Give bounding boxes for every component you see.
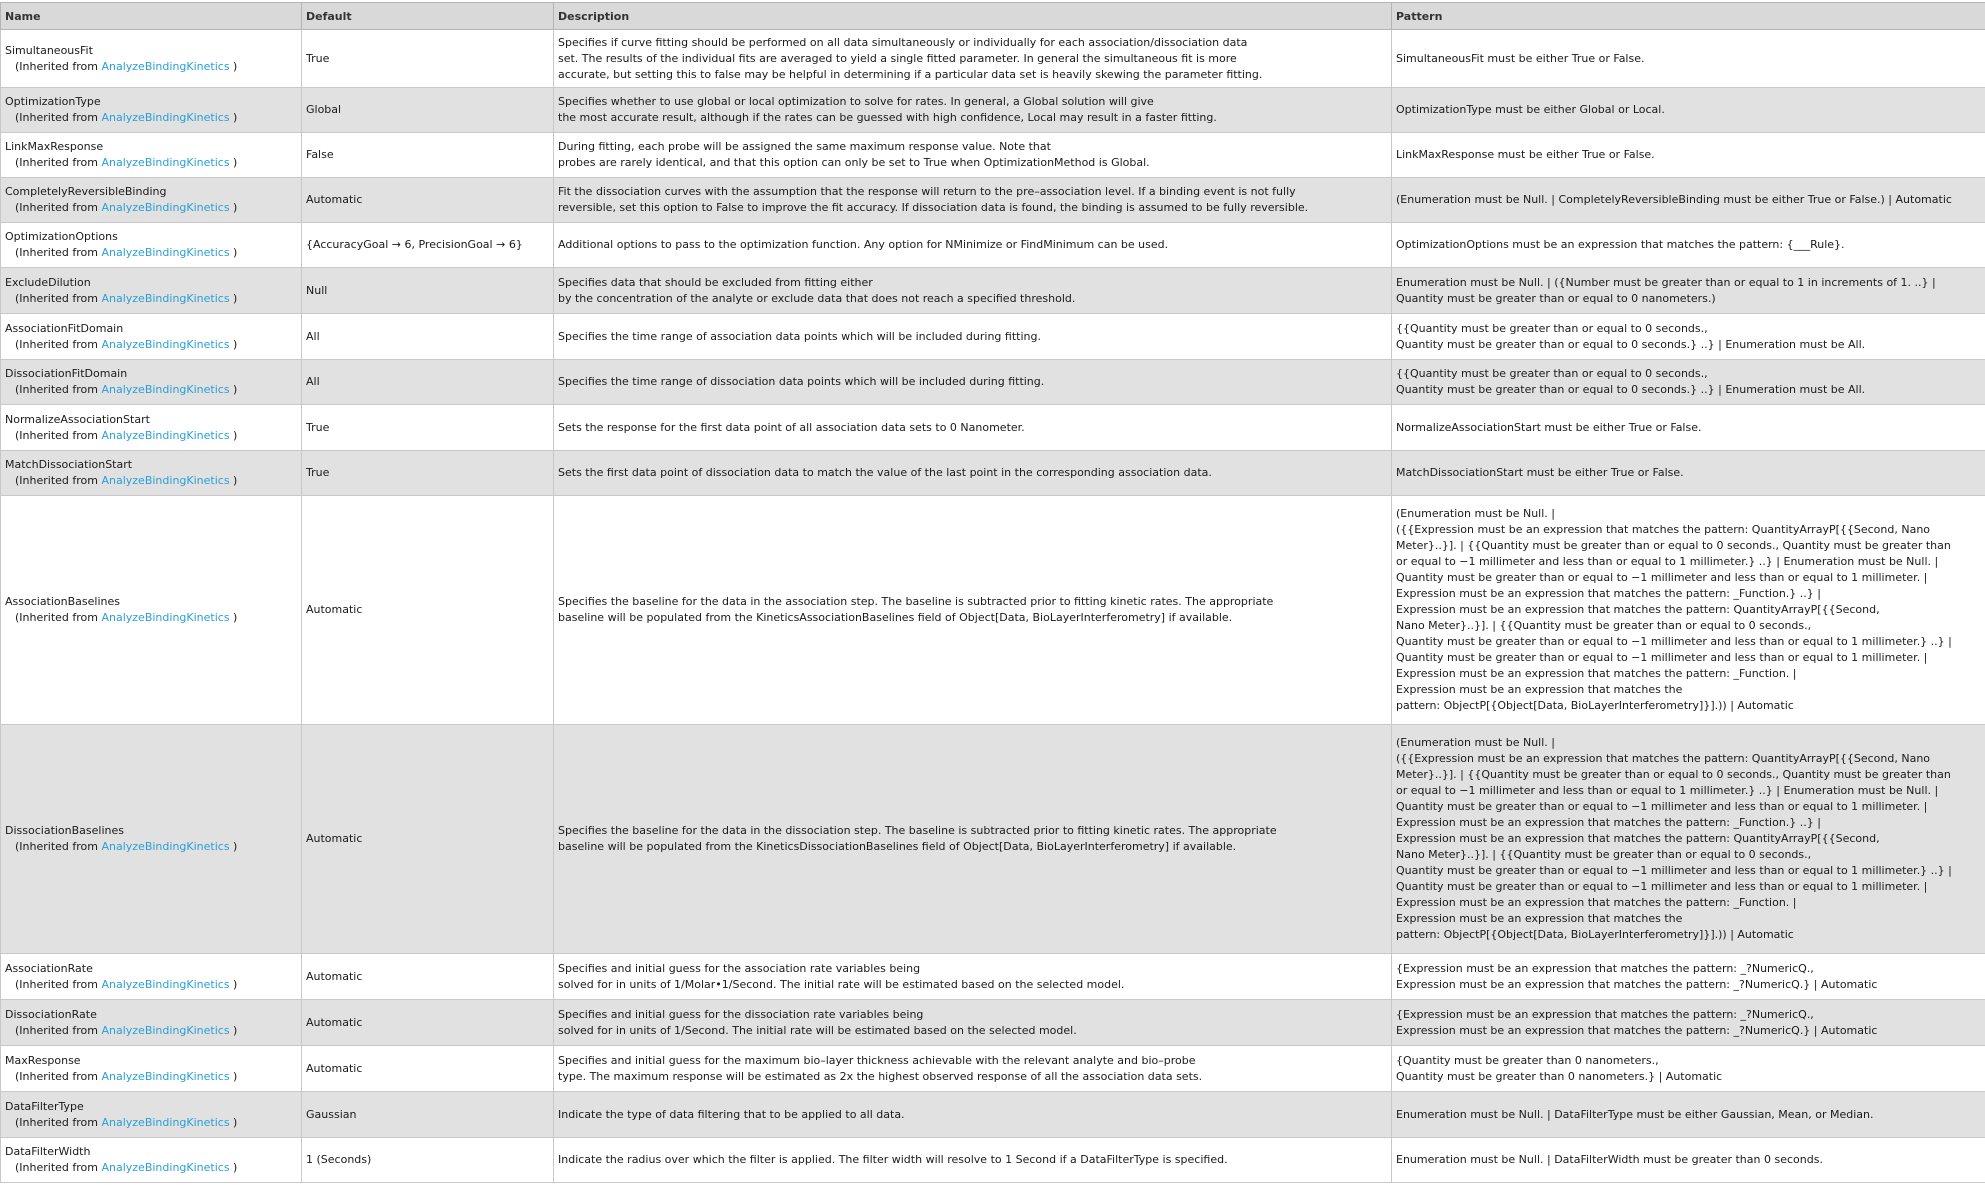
option-name: DataFilterType xyxy=(5,1099,84,1113)
inherited-prefix: (Inherited from xyxy=(15,428,102,442)
option-name: MatchDissociationStart xyxy=(5,458,133,471)
option-name: DissociationBaselines xyxy=(5,824,125,837)
option-name: DissociationFitDomain xyxy=(5,367,128,380)
option-name: AssociationFitDomain xyxy=(5,321,124,335)
analyze-binding-kinetics-link[interactable]: AnalyzeBindingKinetics xyxy=(101,246,230,259)
option-description: Additional options to pass to the optimization function. Any option for NMinimize or FindMinimum can be used. xyxy=(554,223,1392,268)
option-name-cell xyxy=(1,405,302,451)
option-name-cell xyxy=(1,133,302,178)
option-name-cell xyxy=(1,1138,302,1183)
option-default: Automatic xyxy=(302,1000,554,1046)
inherited-note xyxy=(5,1160,297,1176)
option-name-cell xyxy=(1,451,302,496)
inherited-prefix: (Inherited from xyxy=(15,337,102,351)
inherited-suffix: ) xyxy=(229,156,238,169)
option-default: Automatic xyxy=(302,496,554,725)
analyze-binding-kinetics-link[interactable]: AnalyzeBindingKinetics xyxy=(101,611,230,624)
table-row xyxy=(1,1000,1985,1046)
option-name: NormalizeAssociationStart xyxy=(5,412,150,426)
option-pattern: OptimizationType must be either Global or Local. xyxy=(1392,88,1985,133)
table-row xyxy=(1,178,1985,223)
column-header-pattern: Pattern xyxy=(1392,3,1985,30)
inherited-suffix: ) xyxy=(229,1023,238,1037)
option-description: Specifies if curve fitting should be performed on all data simultaneously or individually for each association/dissociation data set. The results of the individual fits are averaged to yield a single fitted parameter. In general the simultaneous fit is more accurate, but setting this to false may be helpful in determining if a particular data set is heavily skewing the parameter fitting. xyxy=(554,30,1392,88)
option-default: Global xyxy=(302,88,554,133)
option-description: Sets the first data point of dissociation data to match the value of the last point in the corresponding association data. xyxy=(554,451,1392,496)
option-name-cell xyxy=(1,223,302,268)
option-default: True xyxy=(302,451,554,496)
inherited-note xyxy=(5,839,297,855)
option-name: AssociationBaselines xyxy=(5,595,121,608)
inherited-prefix: (Inherited from xyxy=(15,1161,102,1174)
option-default: All xyxy=(302,360,554,405)
inherited-suffix: ) xyxy=(229,1115,238,1129)
option-description: Sets the response for the first data point of all association data sets to 0 Nanometer. xyxy=(554,405,1392,451)
option-pattern: (Enumeration must be Null. | ({{Expression must be an expression that matches the pattern: QuantityArrayP[{{Second, Nano Meter}..}]. | {{Quantity must be greater than or equal to 0 seconds., Quantity must be greater than or equal to −1 millimeter and less than or equal to 1 millimeter.} ..} | Enumeration must be Null. | Quantity must be greater than or equal to −1 millimeter and less than or equal to 1 millimeter. | Expression must be an expression that matches the pattern: _Function.} ..} | Expression must be an expression that matches the pattern: QuantityArrayP[{{Second, Nano Meter}..}]. | {{Quantity must be greater than or equal to 0 seconds., Quantity must be greater than or equal to −1 millimeter and less than or equal to 1 millimeter.} ..} | Quantity must be greater than or equal to −1 millimeter and less than or equal to 1 millimeter. | Expression must be an expression that matches the pattern: _Function. | Expression must be an expression that matches the pattern: ObjectP[{Object[Data, BioLayerInterferometry]}].)) | Automatic xyxy=(1392,725,1985,954)
option-name-cell xyxy=(1,1092,302,1138)
inherited-suffix: ) xyxy=(229,977,238,991)
inherited-prefix: (Inherited from xyxy=(15,977,102,991)
option-default: True xyxy=(302,30,554,88)
option-default: Automatic xyxy=(302,725,554,954)
option-default: True xyxy=(302,405,554,451)
option-description: Specifies the baseline for the data in the association step. The baseline is subtracted prior to fitting kinetic rates. The appropriate baseline will be populated from the KineticsAssociationBaselines field of Object[Data, BioLayerInterferometry] if available. xyxy=(554,496,1392,725)
table-row xyxy=(1,88,1985,133)
inherited-suffix: ) xyxy=(229,1069,238,1083)
option-pattern: SimultaneousFit must be either True or False. xyxy=(1392,30,1985,88)
option-pattern: {{Quantity must be greater than or equal to 0 seconds., Quantity must be greater than or equal to 0 seconds.} ..} | Enumeration must be All. xyxy=(1392,360,1985,405)
options-table xyxy=(0,2,1985,1183)
option-name-cell xyxy=(1,954,302,1000)
option-default: Automatic xyxy=(302,178,554,223)
inherited-note xyxy=(5,110,297,126)
option-pattern: {Quantity must be greater than 0 nanometers., Quantity must be greater than 0 nanometers.} | Automatic xyxy=(1392,1046,1985,1092)
inherited-prefix: (Inherited from xyxy=(15,156,102,169)
option-name-cell xyxy=(1,360,302,405)
analyze-binding-kinetics-link[interactable]: AnalyzeBindingKinetics xyxy=(101,428,230,442)
inherited-prefix: (Inherited from xyxy=(15,111,102,124)
inherited-note xyxy=(5,1023,297,1039)
option-default: Automatic xyxy=(302,954,554,1000)
option-default: False xyxy=(302,133,554,178)
inherited-note xyxy=(5,382,297,398)
inherited-note xyxy=(5,200,297,216)
option-name: LinkMaxResponse xyxy=(5,140,104,153)
inherited-prefix: (Inherited from xyxy=(15,201,102,214)
inherited-prefix: (Inherited from xyxy=(15,1115,102,1129)
inherited-note xyxy=(5,428,297,444)
option-name: DataFilterWidth xyxy=(5,1145,91,1158)
option-description: During fitting, each probe will be assigned the same maximum response value. Note that probes are rarely identical, and that this option can only be set to True when OptimizationMethod is Global. xyxy=(554,133,1392,178)
option-description: Indicate the type of data filtering that to be applied to all data. xyxy=(554,1092,1392,1138)
option-description: Fit the dissociation curves with the assumption that the response will return to the pre–association level. If a binding event is not fully reversible, set this option to False to improve the fit accuracy. If dissociation data is found, the binding is assumed to be fully reversible. xyxy=(554,178,1392,223)
option-name: SimultaneousFit xyxy=(5,43,93,57)
option-default: Automatic xyxy=(302,1046,554,1092)
inherited-note xyxy=(5,977,297,993)
option-name-cell xyxy=(1,314,302,360)
option-name-cell xyxy=(1,30,302,88)
option-name: MaxResponse xyxy=(5,1053,81,1067)
inherited-note xyxy=(5,1115,297,1131)
option-name: OptimizationOptions xyxy=(5,230,118,243)
option-name: OptimizationType xyxy=(5,95,101,108)
option-pattern: (Enumeration must be Null. | CompletelyReversibleBinding must be either True or False.) | Automatic xyxy=(1392,178,1985,223)
table-row xyxy=(1,360,1985,405)
inherited-prefix: (Inherited from xyxy=(15,1069,102,1083)
inherited-suffix: ) xyxy=(229,383,238,396)
option-default: Gaussian xyxy=(302,1092,554,1138)
column-header-description: Description xyxy=(554,3,1392,30)
inherited-suffix: ) xyxy=(229,474,238,487)
option-pattern: Enumeration must be Null. | DataFilterWidth must be greater than 0 seconds. xyxy=(1392,1138,1985,1183)
inherited-suffix: ) xyxy=(229,840,238,853)
inherited-suffix: ) xyxy=(229,59,238,73)
inherited-prefix: (Inherited from xyxy=(15,611,102,624)
analyze-binding-kinetics-link[interactable]: AnalyzeBindingKinetics xyxy=(101,383,230,396)
option-description: Indicate the radius over which the filter is applied. The filter width will resolve to 1 Second if a DataFilterType is specified. xyxy=(554,1138,1392,1183)
option-description: Specifies the time range of association data points which will be included during fitting. xyxy=(554,314,1392,360)
option-name-cell xyxy=(1,725,302,954)
inherited-note xyxy=(5,1069,297,1085)
option-pattern: NormalizeAssociationStart must be either True or False. xyxy=(1392,405,1985,451)
inherited-prefix: (Inherited from xyxy=(15,383,102,396)
inherited-note xyxy=(5,291,297,307)
option-description: Specifies the time range of dissociation data points which will be included during fitting. xyxy=(554,360,1392,405)
inherited-note xyxy=(5,155,297,171)
option-name: DissociationRate xyxy=(5,1007,97,1021)
inherited-note xyxy=(5,610,297,626)
table-row xyxy=(1,1046,1985,1092)
option-name: AssociationRate xyxy=(5,961,93,975)
analyze-binding-kinetics-link[interactable]: AnalyzeBindingKinetics xyxy=(101,1069,230,1083)
inherited-suffix: ) xyxy=(229,201,238,214)
inherited-suffix: ) xyxy=(229,111,238,124)
analyze-binding-kinetics-link[interactable]: AnalyzeBindingKinetics xyxy=(101,840,230,853)
table-body xyxy=(1,30,1985,1183)
option-description: Specifies the baseline for the data in the dissociation step. The baseline is subtracted prior to fitting kinetic rates. The appropriate baseline will be populated from the KineticsDissociationBaselines field of Object[Data, BioLayerInterferometry] if available. xyxy=(554,725,1392,954)
inherited-prefix: (Inherited from xyxy=(15,59,102,73)
inherited-note xyxy=(5,59,297,75)
column-header-default: Default xyxy=(302,3,554,30)
option-pattern: OptimizationOptions must be an expression that matches the pattern: {___Rule}. xyxy=(1392,223,1985,268)
table-row xyxy=(1,954,1985,1000)
analyze-binding-kinetics-link[interactable]: AnalyzeBindingKinetics xyxy=(101,201,230,214)
inherited-prefix: (Inherited from xyxy=(15,474,102,487)
analyze-binding-kinetics-link[interactable]: AnalyzeBindingKinetics xyxy=(101,1023,230,1037)
table-row xyxy=(1,223,1985,268)
inherited-suffix: ) xyxy=(229,337,238,351)
option-name-cell xyxy=(1,1000,302,1046)
inherited-note xyxy=(5,245,297,261)
inherited-prefix: (Inherited from xyxy=(15,840,102,853)
option-description: Specifies and initial guess for the association rate variables being solved for in units of 1/Molar•1/Second. The initial rate will be estimated based on the selected model. xyxy=(554,954,1392,1000)
option-name-cell xyxy=(1,178,302,223)
inherited-prefix: (Inherited from xyxy=(15,1023,102,1037)
table-row xyxy=(1,268,1985,314)
analyze-binding-kinetics-link[interactable]: AnalyzeBindingKinetics xyxy=(101,156,230,169)
option-name: CompletelyReversibleBinding xyxy=(5,185,167,198)
column-header-name: Name xyxy=(1,3,302,30)
analyze-binding-kinetics-link[interactable]: AnalyzeBindingKinetics xyxy=(101,1115,230,1129)
inherited-suffix: ) xyxy=(229,428,238,442)
table-row xyxy=(1,496,1985,725)
option-default: {AccuracyGoal → 6, PrecisionGoal → 6} xyxy=(302,223,554,268)
table-row xyxy=(1,1138,1985,1183)
table-row xyxy=(1,451,1985,496)
inherited-prefix: (Inherited from xyxy=(15,246,102,259)
analyze-binding-kinetics-link[interactable]: AnalyzeBindingKinetics xyxy=(101,977,230,991)
analyze-binding-kinetics-link[interactable]: AnalyzeBindingKinetics xyxy=(101,474,230,487)
option-name-cell xyxy=(1,88,302,133)
inherited-suffix: ) xyxy=(229,1161,238,1174)
table-row xyxy=(1,30,1985,88)
analyze-binding-kinetics-link[interactable]: AnalyzeBindingKinetics xyxy=(101,111,230,124)
inherited-suffix: ) xyxy=(229,291,238,305)
option-pattern: Enumeration must be Null. | DataFilterType must be either Gaussian, Mean, or Median. xyxy=(1392,1092,1985,1138)
option-name: ExcludeDilution xyxy=(5,275,91,289)
analyze-binding-kinetics-link[interactable]: AnalyzeBindingKinetics xyxy=(101,1161,230,1174)
option-pattern: MatchDissociationStart must be either True or False. xyxy=(1392,451,1985,496)
option-default: Null xyxy=(302,268,554,314)
option-pattern: LinkMaxResponse must be either True or False. xyxy=(1392,133,1985,178)
option-pattern: {Expression must be an expression that matches the pattern: _?NumericQ., Expression must be an expression that matches the pattern: _?NumericQ.} | Automatic xyxy=(1392,1000,1985,1046)
table-row xyxy=(1,405,1985,451)
header-row xyxy=(1,3,1985,30)
inherited-prefix: (Inherited from xyxy=(15,291,102,305)
inherited-note xyxy=(5,473,297,489)
option-description: Specifies and initial guess for the maximum bio–layer thickness achievable with the relevant analyte and bio–probe type. The maximum response will be estimated as 2x the highest observed response of all the association data sets. xyxy=(554,1046,1392,1092)
option-pattern: Enumeration must be Null. | ({Number must be greater than or equal to 1 in increments of 1. ..} | Quantity must be greater than or equal to 0 nanometers.) xyxy=(1392,268,1985,314)
inherited-note xyxy=(5,337,297,353)
analyze-binding-kinetics-link[interactable]: AnalyzeBindingKinetics xyxy=(101,291,230,305)
option-name-cell xyxy=(1,496,302,725)
option-description: Specifies and initial guess for the dissociation rate variables being solved for in units of 1/Second. The initial rate will be estimated based on the selected model. xyxy=(554,1000,1392,1046)
option-name-cell xyxy=(1,268,302,314)
inherited-suffix: ) xyxy=(229,246,238,259)
option-pattern: {Expression must be an expression that matches the pattern: _?NumericQ., Expression must be an expression that matches the pattern: _?NumericQ.} | Automatic xyxy=(1392,954,1985,1000)
option-pattern: (Enumeration must be Null. | ({{Expression must be an expression that matches the pattern: QuantityArrayP[{{Second, Nano Meter}..}]. | {{Quantity must be greater than or equal to 0 seconds., Quantity must be greater than or equal to −1 millimeter and less than or equal to 1 millimeter.} ..} | Enumeration must be Null. | Quantity must be greater than or equal to −1 millimeter and less than or equal to 1 millimeter. | Expression must be an expression that matches the pattern: _Function.} ..} | Expression must be an expression that matches the pattern: QuantityArrayP[{{Second, Nano Meter}..}]. | {{Quantity must be greater than or equal to 0 seconds., Quantity must be greater than or equal to −1 millimeter and less than or equal to 1 millimeter.} ..} | Quantity must be greater than or equal to −1 millimeter and less than or equal to 1 millimeter. | Expression must be an expression that matches the pattern: _Function. | Expression must be an expression that matches the pattern: ObjectP[{Object[Data, BioLayerInterferometry]}].)) | Automatic xyxy=(1392,496,1985,725)
option-pattern: {{Quantity must be greater than or equal to 0 seconds., Quantity must be greater than or equal to 0 seconds.} ..} | Enumeration must be All. xyxy=(1392,314,1985,360)
option-default: 1 (Seconds) xyxy=(302,1138,554,1183)
analyze-binding-kinetics-link[interactable]: AnalyzeBindingKinetics xyxy=(101,59,230,73)
option-description: Specifies whether to use global or local optimization to solve for rates. In general, a Global solution will give the most accurate result, although if the rates can be guessed with high confidence, Local may result in a faster fitting. xyxy=(554,88,1392,133)
table-row xyxy=(1,314,1985,360)
inherited-suffix: ) xyxy=(229,611,238,624)
option-default: All xyxy=(302,314,554,360)
analyze-binding-kinetics-link[interactable]: AnalyzeBindingKinetics xyxy=(101,337,230,351)
table-row xyxy=(1,133,1985,178)
table-row xyxy=(1,1092,1985,1138)
option-description: Specifies data that should be excluded from fitting either by the concentration of the analyte or exclude data that does not reach a specified threshold. xyxy=(554,268,1392,314)
option-name-cell xyxy=(1,1046,302,1092)
table-row xyxy=(1,725,1985,954)
